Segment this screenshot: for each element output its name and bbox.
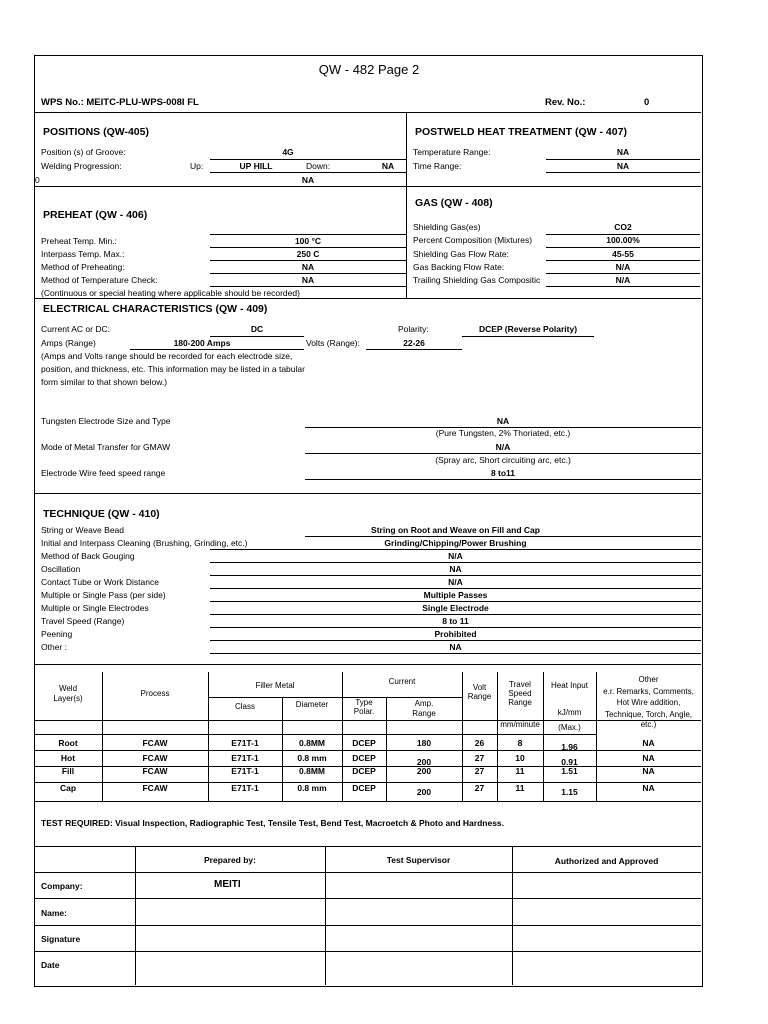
technique-value: NA	[449, 642, 462, 652]
electrical-note: form similar to that shown below.)	[41, 377, 168, 387]
current-value: DC	[250, 324, 264, 334]
table-cell-class: E71T-1	[231, 753, 259, 763]
table-cell-travel: 11	[515, 766, 525, 776]
down-value: NA	[381, 161, 395, 171]
field-line	[210, 588, 701, 589]
preheat-label: Interpass Temp. Max.:	[41, 249, 125, 259]
table-cell-diameter: 0.8MM	[299, 738, 325, 748]
table-cell-layer: Hot	[60, 753, 76, 763]
table-cell-heat: 0.91	[561, 757, 578, 767]
gas-label: Shielding Gas(es)	[413, 222, 481, 232]
table-cell-class: E71T-1	[231, 766, 259, 776]
field-line	[210, 562, 701, 563]
down-label: Down:	[306, 161, 331, 171]
gas-value: 100.00%	[606, 235, 640, 245]
transfer-label: Mode of Metal Transfer for GMAW	[41, 442, 171, 452]
page-title: QW - 482 Page 2	[318, 62, 420, 77]
field-line	[546, 172, 700, 173]
divider	[34, 186, 406, 187]
table-header-cell: kJ/mm	[557, 708, 582, 717]
pwht-time-value: NA	[616, 161, 630, 171]
preheat-value: 250 C	[296, 249, 320, 259]
field-line	[210, 260, 406, 261]
technique-label: Method of Back Gouging	[41, 551, 135, 561]
gas-label: Gas Backing Flow Rate:	[413, 262, 505, 272]
gas-value: N/A	[615, 262, 631, 272]
current-label: Current AC or DC:	[41, 324, 110, 334]
transfer-value: N/A	[495, 442, 511, 452]
table-cell-type: DCEP	[352, 783, 376, 793]
technique-label: Travel Speed (Range)	[41, 616, 125, 626]
test-supervisor-header: Test Supervisor	[386, 855, 451, 865]
progression-label: Welding Progression:	[41, 161, 122, 171]
company-label: Company:	[41, 881, 83, 891]
technique-value: Multiple Passes	[423, 590, 488, 600]
technique-label: Multiple or Single Electrodes	[41, 603, 149, 613]
field-line	[210, 172, 406, 173]
field-line	[210, 273, 406, 274]
table-header-line	[34, 734, 596, 735]
table-cell-other: NA	[642, 738, 655, 748]
groove-label: Position (s) of Groove:	[41, 147, 126, 157]
field-line	[546, 286, 700, 287]
table-cell-type: DCEP	[352, 753, 376, 763]
technique-label: Other :	[41, 642, 67, 652]
table-cell-amp: 200	[416, 757, 432, 767]
pwht-time-label: Time Range:	[413, 161, 462, 171]
divider	[34, 298, 701, 299]
field-line	[546, 159, 700, 160]
table-cell-other: NA	[642, 783, 655, 793]
field-line	[462, 336, 594, 337]
wire-value: 8 to11	[490, 468, 516, 478]
table-cell-class: E71T-1	[231, 783, 259, 793]
table-header-cell: etc.)	[640, 720, 657, 729]
technique-label: Contact Tube or Work Distance	[41, 577, 159, 587]
transfer-hint: (Spray arc, Short circuiting arc, etc.)	[435, 455, 571, 465]
technique-value: N/A	[448, 551, 463, 561]
table-header-cell: Travel	[509, 680, 531, 689]
pwht-temp-label: Temperature Range:	[413, 147, 491, 157]
table-header-cell: Technique, Torch, Angle,	[604, 710, 693, 719]
field-line	[210, 614, 701, 615]
divider	[34, 493, 701, 494]
table-header-cell: mm/minute	[500, 720, 540, 729]
signature-label: Signature	[41, 934, 81, 944]
table-header-cell: Current	[388, 677, 416, 686]
table-cell-amp: 200	[416, 766, 432, 776]
table-header-cell: Class	[234, 702, 255, 711]
preheat-value: NA	[301, 275, 315, 285]
amps-label: Amps (Range)	[41, 338, 96, 348]
amps-value: 180-200 Amps	[173, 338, 231, 348]
table-cell-amp: 200	[416, 787, 432, 797]
preheat-label: Method of Preheating:	[41, 262, 125, 272]
field-line	[210, 601, 701, 602]
technique-value: Single Electrode	[422, 603, 489, 613]
field-line	[210, 575, 701, 576]
table-row-line	[34, 750, 701, 751]
table-cell-heat: 1.51	[561, 766, 578, 776]
table-cell-other: NA	[642, 766, 655, 776]
up-value: UP HILL	[239, 161, 273, 171]
tungsten-value: NA	[496, 416, 510, 426]
table-header-cell: e.r. Remarks, Comments,	[603, 687, 694, 696]
technique-value: Prohibited	[434, 629, 477, 639]
table-header-cell: Weld	[58, 684, 78, 693]
name-label: Name:	[41, 908, 67, 918]
gas-label: Percent Composition (Mixtures)	[413, 235, 533, 245]
tungsten-hint: (Pure Tungsten, 2% Thoriated, etc.)	[435, 428, 571, 438]
table-header-cell: Speed	[508, 689, 532, 698]
table-cell-process: FCAW	[142, 753, 168, 763]
test-required: TEST REQUIRED: Visual Inspection, Radiographic Test, Tensile Test, Bend Test, Macroetch & Photo and Hardness.	[41, 818, 505, 828]
field-line	[210, 640, 701, 641]
preheat-note: (Continuous or special heating where applicable should be recorded)	[41, 288, 300, 298]
field-line	[210, 247, 406, 248]
field-line	[210, 159, 406, 160]
table-cell-other: NA	[642, 753, 655, 763]
signoff-line	[34, 898, 701, 899]
positions-heading: POSITIONS (QW-405)	[43, 126, 149, 138]
date-label: Date	[41, 960, 60, 970]
table-cell-class: E71T-1	[231, 738, 259, 748]
table-cell-volt: 27	[474, 766, 485, 776]
table-cell-process: FCAW	[142, 738, 168, 748]
tungsten-label: Tungsten Electrode Size and Type	[41, 416, 171, 426]
technique-label: String or Weave Bead	[41, 525, 124, 535]
electrical-note: position, and thickness, etc. This information may be listed in a tabular	[41, 364, 305, 374]
rev-value: 0	[644, 97, 650, 108]
table-cell-volt: 27	[474, 753, 485, 763]
divider	[34, 112, 701, 113]
field-line	[546, 273, 700, 274]
other-value: NA	[301, 175, 315, 185]
up-label: Up:	[190, 161, 204, 171]
polarity-label: Polarity:	[398, 324, 429, 334]
table-cell-travel: 10	[515, 753, 525, 763]
table-header-cell: Range	[467, 692, 492, 701]
technique-value: NA	[449, 564, 462, 574]
pwht-heading: POSTWELD HEAT TREATMENT (QW - 407)	[415, 126, 627, 138]
table-cell-volt: 27	[474, 783, 485, 793]
wps-number: WPS No.: MEITC-PLU-WPS-008I FL	[41, 97, 199, 108]
table-cell-heat: 1.96	[561, 742, 578, 752]
technique-value: 8 to 11	[442, 616, 469, 626]
technique-label: Multiple or Single Pass (per side)	[41, 590, 166, 600]
table-cell-process: FCAW	[142, 783, 168, 793]
gas-value: 45-55	[612, 249, 634, 259]
field-line	[546, 247, 700, 248]
table-cell-type: DCEP	[352, 738, 376, 748]
table-header-cell: Diameter	[295, 700, 329, 709]
field-line	[305, 536, 701, 537]
field-line	[210, 627, 701, 628]
signoff-line	[34, 925, 701, 926]
table-header-cell: Other	[638, 675, 659, 684]
technique-label: Oscillation	[41, 564, 81, 574]
table-header-cell: Polar.	[353, 707, 375, 716]
table-header-cell: Volt	[472, 683, 487, 692]
preheat-label: Method of Temperature Check:	[41, 275, 158, 285]
table-cell-type: DCEP	[352, 766, 376, 776]
table-header-cell: Hot Wire addition,	[616, 698, 681, 707]
table-header-cell: Filler Metal	[255, 681, 295, 690]
table-header-cell: Process	[140, 689, 170, 698]
signoff-line	[34, 951, 701, 952]
wire-label: Electrode Wire feed speed range	[41, 468, 166, 478]
table-cell-diameter: 0.8 mm	[297, 753, 327, 763]
table-cell-amp: 180	[416, 738, 432, 748]
company-value: MEITI	[214, 879, 241, 890]
gas-value: CO2	[614, 222, 632, 232]
table-cell-diameter: 0.8 mm	[297, 783, 327, 793]
table-cell-travel: 8	[517, 738, 523, 748]
technique-label: Initial and Interpass Cleaning (Brushing, Grinding, etc.)	[41, 538, 248, 548]
preheat-value: 100 °C	[294, 236, 322, 246]
table-header-line	[208, 697, 462, 698]
field-line	[305, 453, 701, 454]
polarity-value: DCEP (Reverse Polarity)	[478, 324, 578, 334]
table-header-cell: Heat Input	[551, 681, 588, 690]
gas-heading: GAS (QW - 408)	[415, 197, 493, 209]
preheat-value: NA	[301, 262, 315, 272]
table-cell-volt: 26	[474, 738, 485, 748]
table-cell-layer: Root	[58, 738, 78, 748]
field-line	[210, 549, 701, 550]
technique-label: Peening	[41, 629, 73, 639]
gas-label: Shielding Gas Flow Rate:	[413, 249, 509, 259]
technique-value: N/A	[448, 577, 463, 587]
volts-label: Volts (Range):	[306, 338, 360, 348]
table-cell-diameter: 0.8MM	[299, 766, 325, 776]
gas-value: N/A	[615, 275, 631, 285]
table-header-cell: Amp.	[414, 699, 434, 708]
divider	[34, 664, 701, 665]
electrical-heading: ELECTRICAL CHARACTERISTICS (QW - 409)	[43, 303, 268, 315]
column-divider	[406, 112, 407, 298]
table-cell-heat: 1.15	[561, 787, 578, 797]
groove-value: 4G	[282, 147, 294, 157]
technique-heading: TECHNIQUE (QW - 410)	[43, 508, 160, 520]
signoff-line	[34, 872, 701, 873]
electrical-note: (Amps and Volts range should be recorded for each electrode size,	[41, 351, 293, 361]
signoff-divider	[135, 846, 136, 985]
table-header-cell: Range	[412, 709, 436, 718]
authorized-header: Authorized and Approved	[554, 856, 659, 866]
field-line	[546, 260, 700, 261]
field-line	[210, 336, 304, 337]
rev-label: Rev. No.:	[545, 97, 586, 108]
volts-value: 22-26	[403, 338, 425, 348]
technique-value: String on Root and Weave on Fill and Cap	[371, 525, 540, 535]
table-header-cell: (Max.)	[558, 723, 581, 732]
table-header-cell: Layer(s)	[53, 694, 83, 703]
divider	[406, 186, 701, 187]
field-line	[210, 653, 701, 654]
pwht-temp-value: NA	[616, 147, 630, 157]
field-line	[210, 286, 406, 287]
preheat-heading: PREHEAT (QW - 406)	[43, 209, 148, 221]
table-header-cell: Range	[508, 698, 532, 707]
table-cell-process: FCAW	[142, 766, 168, 776]
table-cell-layer: Cap	[59, 783, 77, 793]
technique-value: Grinding/Chipping/Power Brushing	[384, 538, 527, 548]
table-cell-layer: Fill	[61, 766, 75, 776]
gas-label: Trailing Shielding Gas Compositic	[413, 275, 541, 285]
signoff-divider	[325, 846, 326, 985]
field-line	[210, 234, 406, 235]
prepared-by-header: Prepared by:	[204, 855, 256, 865]
divider	[34, 801, 701, 802]
table-cell-travel: 11	[515, 783, 525, 793]
table-header-cell: Type	[355, 698, 373, 707]
field-line	[130, 349, 304, 350]
preheat-label: Preheat Temp. Min.:	[41, 236, 117, 246]
stray-zero: 0	[35, 175, 40, 185]
field-line	[366, 349, 462, 350]
field-line	[305, 479, 701, 480]
